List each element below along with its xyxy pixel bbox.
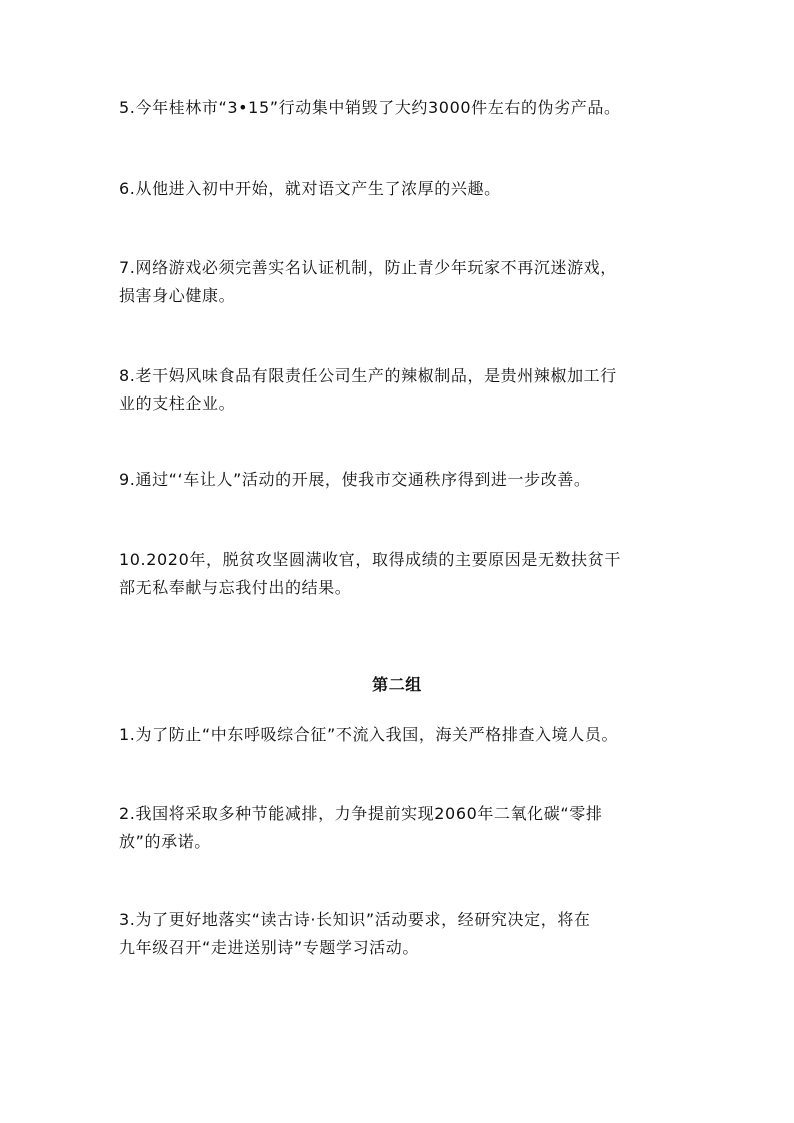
- sentence-line: 3.为了更好地落实“读古诗·长知识”活动要求，经研究决定，将在: [119, 910, 591, 929]
- group2-sentence-2: [119, 800, 679, 856]
- sentence-line: 7.网络游戏必须完善实名认证机制，防止青少年玩家不再沉迷游戏，: [119, 258, 617, 277]
- sentence-line: 1.为了防止“中东呼吸综合征”不流入我国，海关严格排查入境人员。: [119, 725, 619, 744]
- sentence-10: [119, 546, 679, 602]
- sentence-6: [119, 175, 679, 203]
- sentence-line: 部无私奉献与忘我付出的结果。: [119, 578, 352, 597]
- sentence-line: 损害身心健康。: [119, 286, 236, 305]
- sentence-8: [119, 362, 679, 418]
- sentence-7: [119, 254, 679, 310]
- group2-sentence-1: [119, 721, 679, 749]
- sentence-line: 9.通过“‘车让人”活动的开展，使我市交通秩序得到进一步改善。: [119, 470, 591, 489]
- sentence-line: 放”的承诺。: [119, 832, 211, 851]
- sentence-9: [119, 466, 679, 494]
- sentence-line: 2.我国将采取多种节能减排，力争提前实现2060年二氧化碳“零排: [119, 804, 603, 823]
- sentence-line: 业的支柱企业。: [119, 394, 236, 413]
- group2-sentence-3: [119, 906, 679, 962]
- sentence-line: 6.从他进入初中开始，就对语文产生了浓厚的兴趣。: [119, 179, 501, 198]
- sentence-line: 10.2020年，脱贫攻坚圆满收官，取得成绩的主要原因是无数扶贫干: [119, 550, 621, 569]
- sentence-line: 8.老干妈风味食品有限责任公司生产的辣椒制品，是贵州辣椒加工行: [119, 366, 617, 385]
- sentence-line: 九年级召开“走进送别诗”专题学习活动。: [119, 938, 419, 957]
- sentence-5: [119, 94, 679, 122]
- sentence-line: 5.今年桂林市“3•15”行动集中销毁了大约3000件左右的伪劣产品。: [119, 98, 621, 117]
- group-heading: 第二组: [372, 675, 422, 694]
